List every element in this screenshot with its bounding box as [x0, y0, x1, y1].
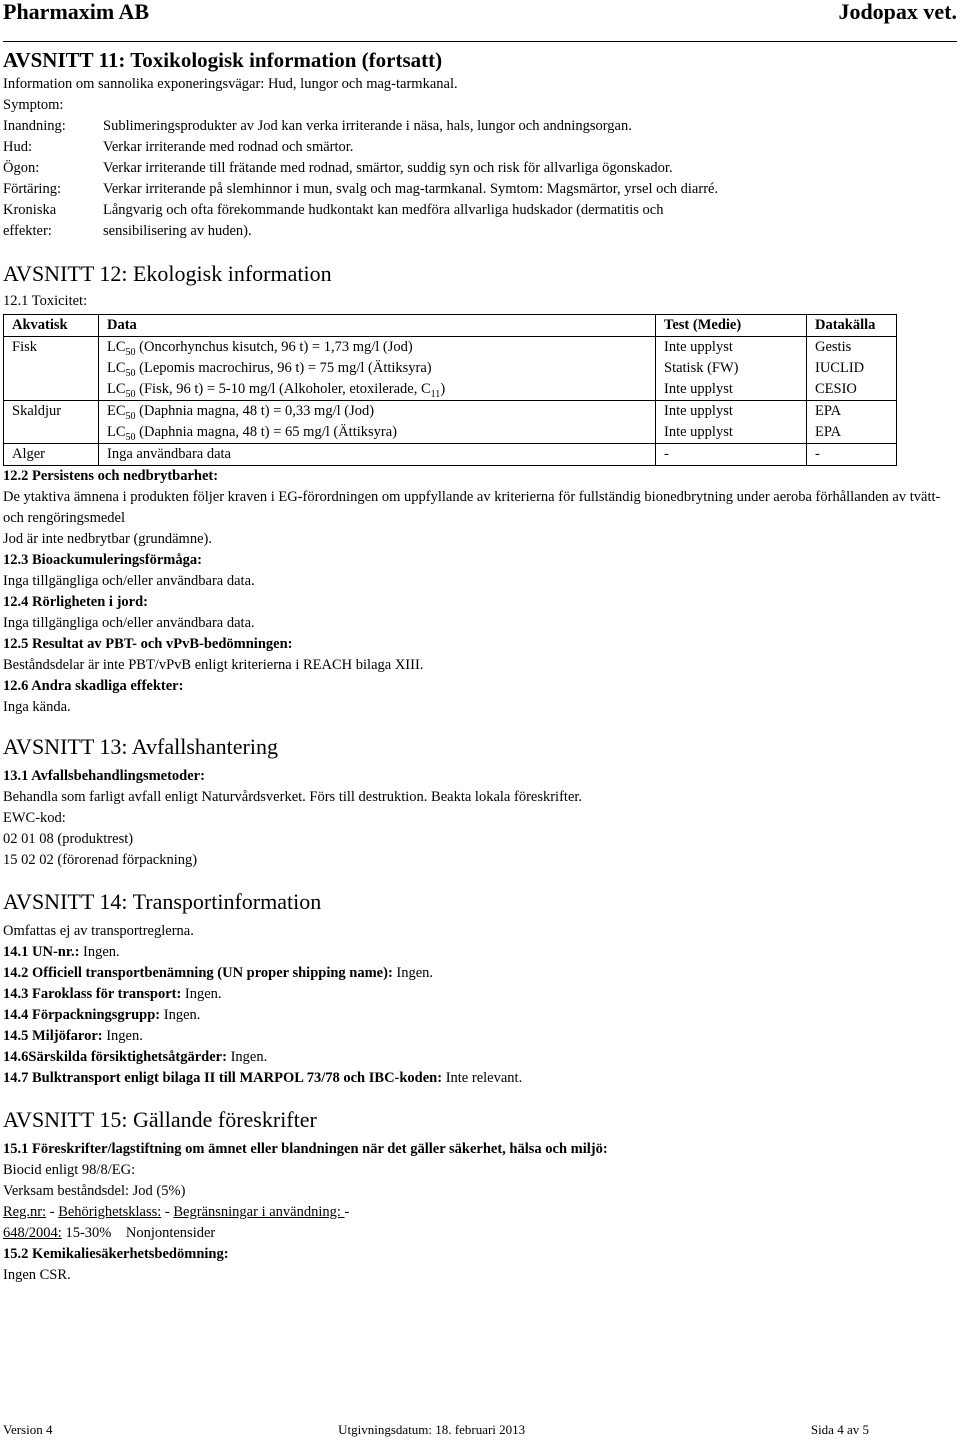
active-substance-line: Verksam beståndsdel: Jod (5%): [3, 1183, 186, 1199]
transport-item-value: Ingen.: [102, 1028, 143, 1044]
group-cell: Alger: [4, 444, 99, 466]
transport-item-label: 14.6Särskilda försiktighetsåtgärder:: [3, 1049, 227, 1065]
ewc-code-2: 15 02 02 (förorenad förpackning): [3, 852, 198, 868]
section-11-title: AVSNITT 11: Toxikologisk information (fortsatt): [3, 48, 443, 72]
header-rule: [3, 41, 957, 42]
symptom-text-skin: Verkar irriterande med rodnad och smärtor.: [103, 139, 354, 155]
symptom-label-eyes: Ögon:: [3, 160, 40, 176]
section-15: [3, 1105, 957, 1286]
test-line: -: [664, 446, 669, 462]
symptom-text-ingestion: Verkar irriterande på slemhinnor i mun, svalg och mag-tarmkanal. Symtom: Magsmärtor, yrsel och diarré.: [103, 181, 719, 197]
transport-item-label: 14.7 Bulktransport enligt bilaga II till MARPOL 73/78 och IBC-koden:: [3, 1070, 443, 1086]
data-line: $EC_{50}$ (Daphnia magna, 48 t) = 0,33 mg/l (Jod): [107, 403, 375, 422]
source-cell: [807, 444, 897, 466]
page-header: [3, 0, 957, 24]
symptom-text-inhalation: Sublimeringsprodukter av Jod kan verka irriterande i näsa, hals, lungor och andningsorgan.: [103, 118, 632, 134]
data-line: $LC_{50}$ (Fisk, 96 t) = 5-10 mg/l (Alkoholer, etoxilerade, $C_{11}$): [107, 381, 446, 400]
authority-class-label: Behörighetsklass:: [58, 1204, 162, 1220]
symptom-text-eyes: Verkar irriterande till frätande med rodnad, smärtor, suddig syn och risk för allvarliga ögonskador.: [103, 160, 673, 176]
symptom-list: [3, 116, 957, 242]
pbt-heading: 12.5 Resultat av PBT- och vPvB-bedömningen:: [3, 636, 293, 652]
data-cell: [99, 401, 656, 444]
page-number: Sida 4 av 5: [810, 1422, 869, 1437]
section-12-title: AVSNITT 12: Ekologisk information: [3, 261, 332, 286]
usage-restrictions-label: Begränsningar i användning:: [173, 1204, 345, 1220]
data-cell: [99, 337, 656, 401]
regulations-heading: 15.1 Föreskrifter/lagstiftning om ämnet eller blandningen när det gäller säkerhet, hälsa och miljö:: [3, 1141, 608, 1157]
section-12: [3, 259, 957, 718]
transport-item-value: Ingen.: [181, 986, 222, 1002]
source-line: Gestis: [815, 339, 852, 355]
transport-item: [3, 1068, 957, 1089]
exposure-routes: Information om sannolika exponeringsvägar: Hud, lungor och mag-tarmkanal.: [3, 76, 458, 92]
source-line: EPA: [815, 424, 842, 440]
mobility-text: Inga tillgängliga och/eller användbara data.: [3, 615, 255, 631]
ewc-code-1: 02 01 08 (produktrest): [3, 831, 134, 847]
table-row: [4, 401, 897, 444]
section-11: [3, 46, 957, 242]
ewc-label: EWC-kod:: [3, 810, 66, 826]
transport-item-label: 14.2 Officiell transportbenämning (UN proper shipping name):: [3, 965, 393, 981]
table-row: [4, 444, 897, 466]
transport-item-value: Ingen.: [226, 1049, 268, 1065]
test-line: Inte upplyst: [664, 339, 733, 355]
symptom-text-chronic: Långvarig och ofta förekommande hudkontakt kan medföra allvarliga hudskador (dermatitis och: [103, 202, 664, 218]
transport-item-label: 14.3 Faroklass för transport:: [3, 986, 182, 1002]
waste-methods-text: Behandla som farligt avfall enligt Naturvårdsverket. Förs till destruktion. Beakta lokala föreskrifter.: [3, 789, 583, 805]
authority-class-value: -: [161, 1204, 174, 1220]
transport-item-value: Ingen.: [160, 1007, 201, 1023]
persistence-text: De ytaktiva ämnena i produkten följer kraven i EG-förordningen om uppfyllande av kriterierna för fullständig bionedbrytning under aeroba förhållanden av tvätt- och rengöringsmedel: [3, 489, 941, 526]
test-cell: [656, 337, 807, 401]
table-header-row: [4, 315, 897, 337]
test-line: Inte upplyst: [664, 381, 733, 397]
transport-item: [3, 1026, 957, 1047]
regulation-648-label: 648/2004:: [3, 1225, 62, 1241]
source-line: -: [815, 446, 820, 462]
source-line: IUCLID: [815, 360, 865, 376]
chemical-safety-text: Ingen CSR.: [3, 1267, 71, 1283]
section-14: [3, 887, 957, 1089]
symptom-label-ingestion: Förtäring:: [3, 181, 61, 197]
detergent-line: [3, 1223, 957, 1244]
col-header-aquatic: Akvatisk: [4, 315, 99, 337]
chemical-safety-heading: 15.2 Kemikaliesäkerhetsbedömning:: [3, 1246, 229, 1262]
usage-restrictions-value: -: [344, 1204, 350, 1220]
transport-item-value: Inte relevant.: [442, 1070, 523, 1086]
toxicity-label: 12.1 Toxicitet:: [3, 293, 88, 309]
toxicity-table: [3, 314, 897, 466]
section-15-title: AVSNITT 15: Gällande föreskrifter: [3, 1107, 317, 1132]
test-line: Inte upplyst: [664, 403, 733, 419]
test-line: Inte upplyst: [664, 424, 733, 440]
issue-date: Utgivningsdatum: 18. februari 2013: [338, 1422, 526, 1437]
transport-item: [3, 942, 957, 963]
transport-item-value: Ingen.: [392, 965, 434, 981]
symptom-text-effects: sensibilisering av huden).: [103, 223, 252, 239]
data-line: Inga användbara data: [107, 446, 231, 462]
registration-line: [3, 1202, 957, 1223]
test-line: Statisk (FW): [664, 360, 739, 376]
biocide-line: Biocid enligt 98/8/EG:: [3, 1162, 136, 1178]
test-cell: [656, 444, 807, 466]
company-name: Pharmaxim AB: [3, 0, 150, 24]
document-page: [3, 0, 957, 1286]
symptom-label-inhalation: Inandning:: [3, 118, 66, 134]
symptom-label-chronic: Kroniska: [3, 202, 57, 218]
transport-item: [3, 1047, 957, 1068]
transport-item-label: 14.4 Förpackningsgrupp:: [3, 1007, 161, 1023]
section-13-title: AVSNITT 13: Avfallshantering: [3, 734, 278, 759]
data-line: $LC_{50}$ (Daphnia magna, 48 t) = 65 mg/l (Ättiksyra): [107, 424, 397, 443]
col-header-test: Test (Medie): [656, 315, 807, 337]
other-effects-text: Inga kända.: [3, 699, 71, 715]
product-name: Jodopax vet.: [838, 0, 957, 24]
waste-methods-heading: 13.1 Avfallsbehandlingsmetoder:: [3, 768, 205, 784]
section-14-title: AVSNITT 14: Transportinformation: [3, 889, 322, 914]
reg-nr-label: Reg.nr:: [3, 1204, 47, 1220]
source-cell: [807, 337, 897, 401]
other-effects-heading: 12.6 Andra skadliga effekter:: [3, 678, 184, 694]
source-cell: [807, 401, 897, 444]
symptom-label-skin: Hud:: [3, 139, 32, 155]
symptom-label-effects: effekter:: [3, 223, 52, 239]
transport-item-label: 14.5 Miljöfaror:: [3, 1028, 103, 1044]
group-cell: Skaldjur: [4, 401, 99, 444]
transport-item-label: 14.1 UN-nr.:: [3, 944, 80, 960]
mobility-heading: 12.4 Rörligheten i jord:: [3, 594, 148, 610]
symptom-label: Symptom:: [3, 97, 64, 113]
version-label: Version 4: [3, 1422, 53, 1437]
reg-nr-value: -: [46, 1204, 59, 1220]
data-cell: [99, 444, 656, 466]
table-row: [4, 337, 897, 401]
bioaccumulation-heading: 12.3 Bioackumuleringsförmåga:: [3, 552, 202, 568]
data-line: $LC_{50}$ (Oncorhynchus kisutch, 96 t) = 1,73 mg/l (Jod): [107, 339, 413, 358]
transport-intro: Omfattas ej av transportreglerna.: [3, 923, 194, 939]
test-cell: [656, 401, 807, 444]
page-footer: [3, 1422, 869, 1438]
source-line: EPA: [815, 403, 842, 419]
col-header-data: Data: [99, 315, 656, 337]
section-13: [3, 732, 957, 871]
persistence-text-2: Jod är inte nedbrytbar (grundämne).: [3, 531, 212, 547]
regulation-648-value: 15-30% Nonjontensider: [61, 1225, 216, 1241]
bioaccumulation-text: Inga tillgängliga och/eller användbara data.: [3, 573, 255, 589]
source-line: CESIO: [815, 381, 857, 397]
transport-item: [3, 1005, 957, 1026]
data-line: $LC_{50}$ (Lepomis macrochirus, 96 t) = 75 mg/l (Ättiksyra): [107, 360, 432, 379]
group-cell: Fisk: [4, 337, 99, 401]
col-header-source: Datakälla: [807, 315, 897, 337]
persistence-heading: 12.2 Persistens och nedbrytbarhet:: [3, 468, 219, 484]
pbt-text: Beståndsdelar är inte PBT/vPvB enligt kriterierna i REACH bilaga XIII.: [3, 657, 424, 673]
transport-item: [3, 963, 957, 984]
transport-item-value: Ingen.: [79, 944, 120, 960]
transport-item: [3, 984, 957, 1005]
